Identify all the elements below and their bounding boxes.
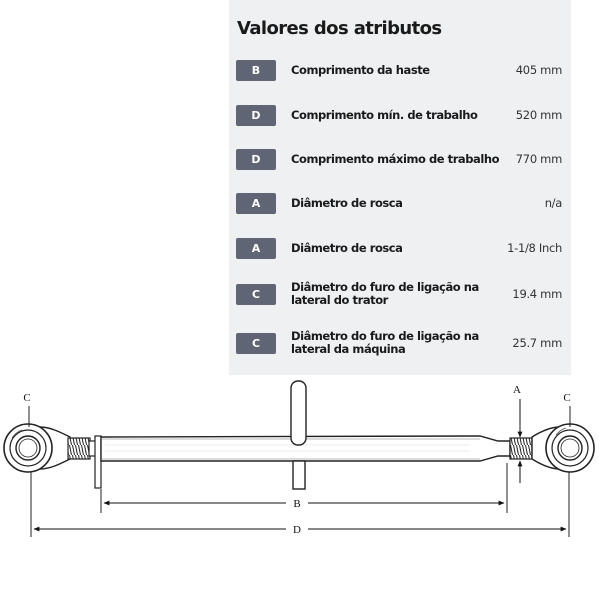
right-ball-joint xyxy=(532,424,594,472)
attribute-name: Diâmetro de rosca xyxy=(291,240,403,255)
attribute-name: Comprimento da haste xyxy=(291,62,430,77)
adjust-handle-bottom xyxy=(293,461,305,489)
attribute-code-badge: C xyxy=(236,284,276,305)
right-thread xyxy=(510,438,532,459)
attribute-row-tractor-hole-diameter xyxy=(236,277,562,311)
attribute-row-thread-diameter-inch xyxy=(236,231,562,265)
attribute-row-rod-length xyxy=(236,53,562,87)
label-c-right: C xyxy=(563,392,571,404)
attribute-values-panel xyxy=(229,0,571,375)
attribute-name: Diâmetro do furo de ligação na lateral do trator xyxy=(291,280,479,307)
attribute-name: Comprimento máximo de trabalho xyxy=(291,151,500,166)
attribute-row-machine-hole-diameter xyxy=(236,326,562,360)
attribute-name: Diâmetro de rosca xyxy=(291,195,403,210)
attribute-code-badge: A xyxy=(236,238,276,259)
attribute-value: 405 mm xyxy=(515,63,562,77)
attribute-code-badge: D xyxy=(236,149,276,170)
attribute-value: 520 mm xyxy=(515,108,562,122)
left-flange xyxy=(95,436,101,488)
attribute-row-max-working-length xyxy=(236,142,562,176)
attribute-code-badge: C xyxy=(236,333,276,354)
attribute-value: 770 mm xyxy=(515,152,562,166)
attribute-name: Comprimento mín. de trabalho xyxy=(291,107,478,122)
attribute-value: n/a xyxy=(544,196,562,210)
adjust-handle xyxy=(291,381,306,445)
panel-title: Valores dos atributos xyxy=(237,18,442,39)
attribute-code-badge: A xyxy=(236,193,276,214)
top-link-diagram xyxy=(0,375,600,600)
left-ball-joint xyxy=(4,424,70,472)
label-b: B xyxy=(293,498,301,510)
label-a: A xyxy=(513,384,521,396)
label-d: D xyxy=(293,524,301,536)
attribute-name: Diâmetro do furo de ligação na lateral da máquina xyxy=(291,329,479,356)
left-thread xyxy=(68,438,90,459)
attribute-code-badge: D xyxy=(236,105,276,126)
attribute-value: 1-1/8 Inch xyxy=(507,241,562,255)
attribute-value: 19.4 mm xyxy=(512,287,562,301)
attribute-code-badge: B xyxy=(236,60,276,81)
attribute-row-thread-diameter xyxy=(236,186,562,220)
attribute-value: 25.7 mm xyxy=(512,336,562,350)
attribute-row-min-working-length xyxy=(236,98,562,132)
label-c-left: C xyxy=(23,392,31,404)
